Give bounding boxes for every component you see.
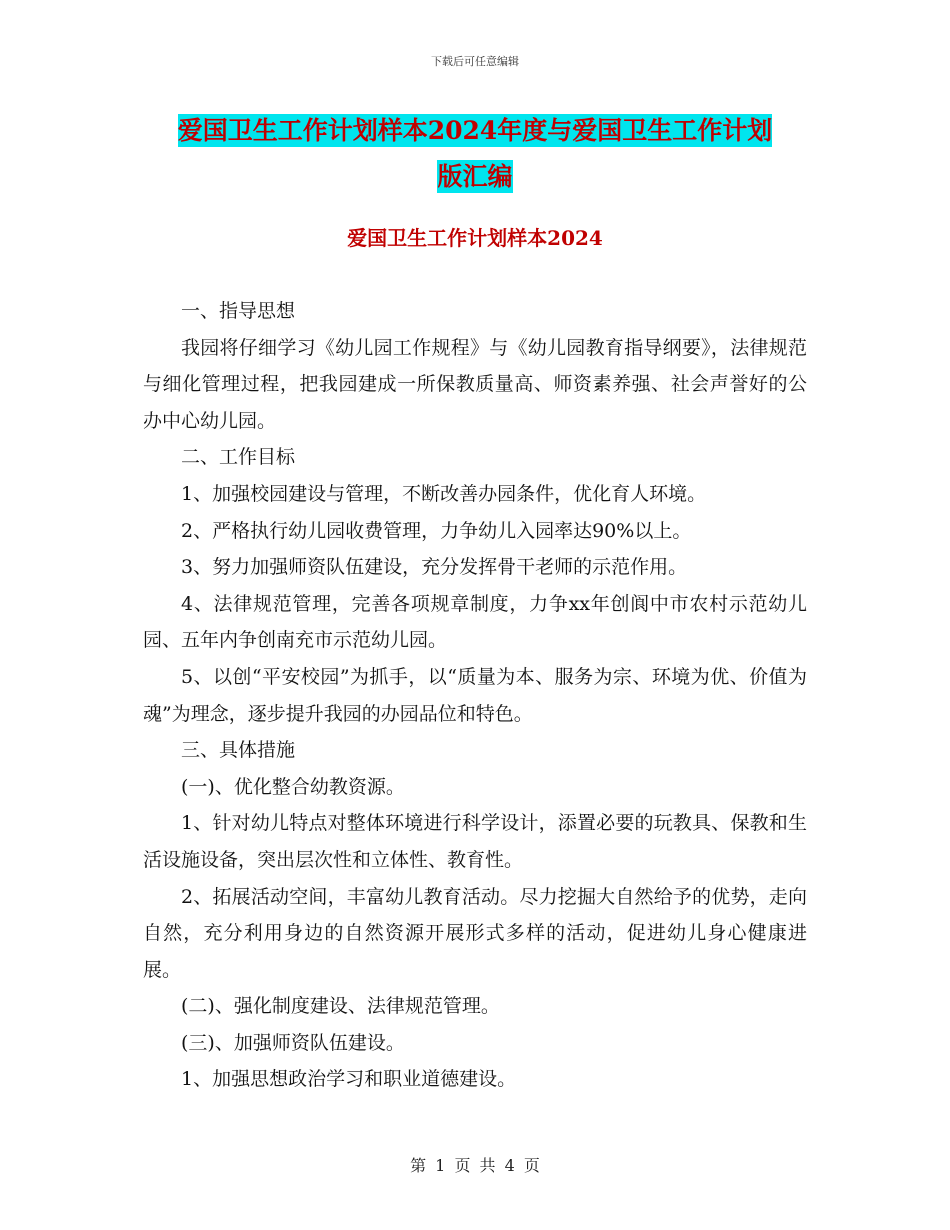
paragraph-2: 我园将仔细学习《幼儿园工作规程》与《幼儿园教育指导纲要》，法律规范与细化管理过程，把我园建成一所保教质量高、师资素养强、社会声誉好的公办中心幼儿园。 [143,336,807,432]
section-title: 爱国卫生工作计划样本2024 [347,226,603,250]
paragraph-4: 1、加强校园建设与管理，不断改善办园条件，优化育人环境。 [181,482,707,505]
document-body [143,293,807,1098]
paragraph-9: 三、具体措施 [181,739,296,762]
paragraph-3: 二、工作目标 [181,446,296,469]
paragraph-11: 1、针对幼儿特点对整体环境进行科学设计，添置必要的玩教具、保教和生活设施设备，突出层次性和立体性、教育性。 [143,812,807,871]
document-title [0,108,950,200]
paragraph-5: 2、严格执行幼儿园收费管理，力争幼儿入园率达90%以上。 [181,519,692,542]
paragraph-10: (一)、优化整合幼教资源。 [181,775,405,798]
paragraph-8: 5、以创“平安校园”为抓手，以“质量为本、服务为宗、环境为优、价值为魂”为理念，逐步提升我园的办园品位和特色。 [143,665,807,725]
paragraph-7: 4、法律规范管理，完善各项规章制度，力争xx年创阆中市农村示范幼儿园、五年内争创南充市示范幼儿园。 [143,592,807,652]
title-line-2: 版汇编 [437,162,513,191]
paragraph-12: 2、拓展活动空间，丰富幼儿教育活动。尽力挖掘大自然给予的优势，走向自然，充分利用身边的自然资源开展形式多样的活动，促进幼儿身心健康进展。 [143,885,807,981]
paragraph-15: 1、加强思想政治学习和职业道德建设。 [181,1068,517,1091]
paragraph-6: 3、努力加强师资队伍建设，充分发挥骨干老师的示范作用。 [181,556,688,579]
title-line-1: 爱国卫生工作计划样本2024年度与爱国卫生工作计划 [177,116,773,145]
header-note: 下载后可任意编辑 [431,55,519,68]
paragraph-1: 一、指导思想 [181,300,296,322]
page-footer: 第 1 页 共 4 页 [410,1156,540,1175]
paragraph-13: (二)、强化制度建设、法律规范管理。 [181,995,500,1018]
paragraph-14: (三)、加强师资队伍建设。 [181,1031,405,1054]
